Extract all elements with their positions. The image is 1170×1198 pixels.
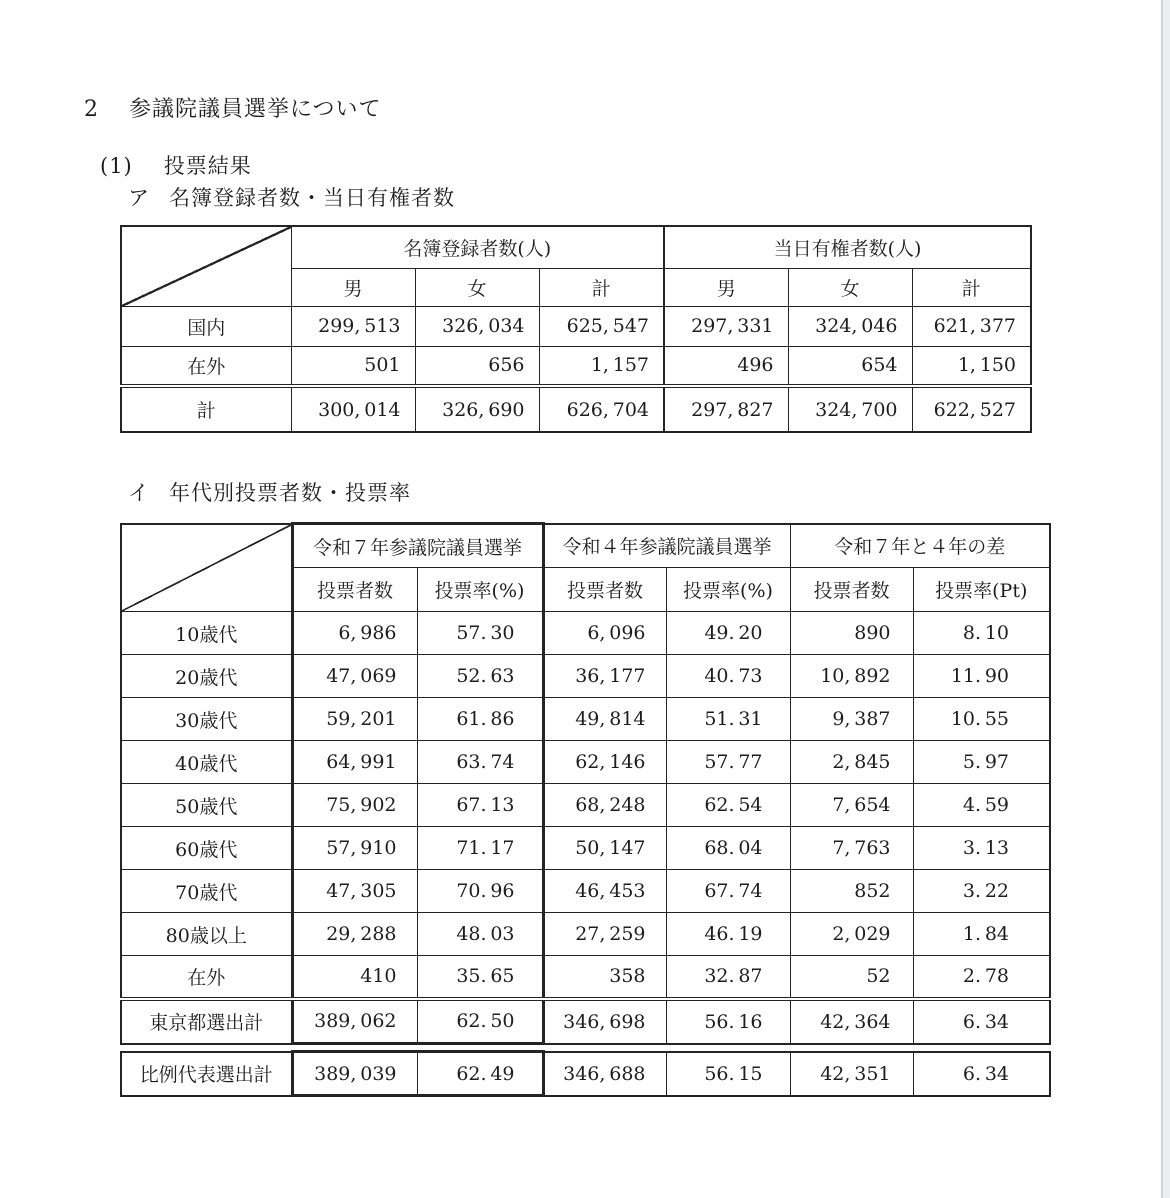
table-row xyxy=(121,913,1050,956)
value-cell: 621, 377 xyxy=(912,306,1031,346)
value-cell: 56. 15 xyxy=(666,1052,790,1096)
value-cell: 40. 73 xyxy=(666,655,790,698)
value-cell: 389, 039 xyxy=(292,1052,417,1096)
value-cell: 890 xyxy=(790,612,913,655)
value-cell: 62, 146 xyxy=(543,741,666,784)
value-cell: 6, 986 xyxy=(292,612,417,655)
value-cell: 59, 201 xyxy=(292,698,417,741)
value-cell: 47, 069 xyxy=(292,655,417,698)
value-cell: 6, 096 xyxy=(543,612,666,655)
value-cell: 346, 688 xyxy=(543,1052,666,1096)
value-cell: 52. 63 xyxy=(417,655,543,698)
value-cell: 10. 55 xyxy=(913,698,1050,741)
table-row xyxy=(121,346,1031,386)
value-cell: 32. 87 xyxy=(666,956,790,999)
row-label: 東京都選出計 xyxy=(121,999,292,1044)
value-cell: 42, 364 xyxy=(790,999,913,1044)
column-header: 投票率(Pt) xyxy=(913,568,1050,612)
total-row xyxy=(121,386,1031,432)
section-title: 参議院議員選挙について xyxy=(129,97,382,122)
value-cell: 11. 90 xyxy=(913,655,1050,698)
value-cell: 622, 527 xyxy=(912,386,1031,432)
proportional-total-row-table xyxy=(120,1050,1051,1097)
value-cell: 29, 288 xyxy=(292,913,417,956)
table-row xyxy=(121,612,1050,655)
table-row xyxy=(121,827,1050,870)
subsection-heading xyxy=(100,150,252,180)
total-row xyxy=(121,1052,1050,1096)
column-group-header: 名簿登録者数(人) xyxy=(291,226,664,268)
column-header: 計 xyxy=(912,268,1031,306)
column-group-header: 令和７年と４年の差 xyxy=(790,524,1050,568)
corner-cell-diagonal xyxy=(121,524,292,612)
value-cell: 52 xyxy=(790,956,913,999)
value-cell: 1, 157 xyxy=(539,346,664,386)
column-header: 投票者数 xyxy=(790,568,913,612)
column-header: 男 xyxy=(291,268,415,306)
column-group-header: 令和７年参議院議員選挙 xyxy=(292,524,543,568)
value-cell: 496 xyxy=(664,346,788,386)
column-header: 投票者数 xyxy=(292,568,417,612)
table-row xyxy=(121,741,1050,784)
value-cell: 75, 902 xyxy=(292,784,417,827)
table-row xyxy=(121,226,1031,268)
value-cell: 852 xyxy=(790,870,913,913)
table-row xyxy=(121,698,1050,741)
subsection-number: (1) xyxy=(100,154,133,178)
value-cell: 47, 305 xyxy=(292,870,417,913)
row-label: 50歳代 xyxy=(121,784,292,827)
total-row xyxy=(121,999,1050,1044)
section-heading xyxy=(84,92,382,123)
value-cell: 56. 16 xyxy=(666,999,790,1044)
column-header: 男 xyxy=(664,268,788,306)
value-cell: 67. 13 xyxy=(417,784,543,827)
row-label: 10歳代 xyxy=(121,612,292,655)
value-cell: 297, 331 xyxy=(664,306,788,346)
value-cell: 49. 20 xyxy=(666,612,790,655)
row-label: 30歳代 xyxy=(121,698,292,741)
value-cell: 324, 046 xyxy=(788,306,912,346)
value-cell: 51. 31 xyxy=(666,698,790,741)
table-row xyxy=(121,655,1050,698)
column-header: 投票者数 xyxy=(543,568,666,612)
value-cell: 7, 763 xyxy=(790,827,913,870)
row-label: 80歳以上 xyxy=(121,913,292,956)
value-cell: 68. 04 xyxy=(666,827,790,870)
value-cell: 57, 910 xyxy=(292,827,417,870)
value-cell: 297, 827 xyxy=(664,386,788,432)
value-cell: 62. 49 xyxy=(417,1052,543,1096)
value-cell: 57. 30 xyxy=(417,612,543,655)
value-cell: 656 xyxy=(415,346,539,386)
value-cell: 5. 97 xyxy=(913,741,1050,784)
value-cell: 299, 513 xyxy=(291,306,415,346)
value-cell: 8. 10 xyxy=(913,612,1050,655)
value-cell: 10, 892 xyxy=(790,655,913,698)
value-cell: 326, 690 xyxy=(415,386,539,432)
value-cell: 46, 453 xyxy=(543,870,666,913)
value-cell: 46. 19 xyxy=(666,913,790,956)
value-cell: 67. 74 xyxy=(666,870,790,913)
value-cell: 7, 654 xyxy=(790,784,913,827)
value-cell: 1. 84 xyxy=(913,913,1050,956)
value-cell: 626, 704 xyxy=(539,386,664,432)
value-cell: 1, 150 xyxy=(912,346,1031,386)
value-cell: 70. 96 xyxy=(417,870,543,913)
value-cell: 3. 22 xyxy=(913,870,1050,913)
value-cell: 4. 59 xyxy=(913,784,1050,827)
row-label: 70歳代 xyxy=(121,870,292,913)
row-label: 比例代表選出計 xyxy=(121,1052,292,1096)
value-cell: 300, 014 xyxy=(291,386,415,432)
value-cell: 50, 147 xyxy=(543,827,666,870)
table-a-title: 名簿登録者数・当日有権者数 xyxy=(169,186,455,210)
table-b-heading xyxy=(128,477,411,507)
value-cell: 64, 991 xyxy=(292,741,417,784)
value-cell: 42, 351 xyxy=(790,1052,913,1096)
value-cell: 62. 54 xyxy=(666,784,790,827)
value-cell: 625, 547 xyxy=(539,306,664,346)
value-cell: 36, 177 xyxy=(543,655,666,698)
value-cell: 389, 062 xyxy=(292,999,417,1044)
column-header: 女 xyxy=(788,268,912,306)
row-label: 国内 xyxy=(121,306,291,346)
row-label: 在外 xyxy=(121,956,292,999)
value-cell: 6. 34 xyxy=(913,999,1050,1044)
value-cell: 2, 845 xyxy=(790,741,913,784)
value-cell: 501 xyxy=(291,346,415,386)
row-label: 20歳代 xyxy=(121,655,292,698)
value-cell: 71. 17 xyxy=(417,827,543,870)
value-cell: 48. 03 xyxy=(417,913,543,956)
value-cell: 2. 78 xyxy=(913,956,1050,999)
page-edge-gutter xyxy=(1161,0,1170,1198)
column-header: 女 xyxy=(415,268,539,306)
subsection-title: 投票結果 xyxy=(163,154,252,178)
column-header: 投票率(%) xyxy=(417,568,543,612)
value-cell: 358 xyxy=(543,956,666,999)
value-cell: 27, 259 xyxy=(543,913,666,956)
row-label: 在外 xyxy=(121,346,291,386)
table-a-label: ア xyxy=(128,186,150,210)
section-number: 2 xyxy=(84,97,99,122)
row-label: 60歳代 xyxy=(121,827,292,870)
column-group-header: 令和４年参議院議員選挙 xyxy=(543,524,790,568)
value-cell: 63. 74 xyxy=(417,741,543,784)
row-label: 40歳代 xyxy=(121,741,292,784)
corner-cell-diagonal xyxy=(121,226,291,306)
column-header: 計 xyxy=(539,268,664,306)
table-row xyxy=(121,784,1050,827)
value-cell: 61. 86 xyxy=(417,698,543,741)
table-row xyxy=(121,956,1050,999)
value-cell: 2, 029 xyxy=(790,913,913,956)
value-cell: 654 xyxy=(788,346,912,386)
value-cell: 68, 248 xyxy=(543,784,666,827)
turnout-by-age-table xyxy=(120,522,1051,1045)
value-cell: 326, 034 xyxy=(415,306,539,346)
value-cell: 346, 698 xyxy=(543,999,666,1044)
table-a-heading xyxy=(128,182,455,212)
table-b-title: 年代別投票者数・投票率 xyxy=(169,481,411,505)
column-group-header: 当日有権者数(人) xyxy=(664,226,1031,268)
value-cell: 35. 65 xyxy=(417,956,543,999)
column-header: 投票率(%) xyxy=(666,568,790,612)
row-label: 計 xyxy=(121,386,291,432)
value-cell: 62. 50 xyxy=(417,999,543,1044)
value-cell: 49, 814 xyxy=(543,698,666,741)
table-b-label: イ xyxy=(128,481,150,505)
value-cell: 410 xyxy=(292,956,417,999)
table-row xyxy=(121,306,1031,346)
table-row xyxy=(121,524,1050,568)
value-cell: 3. 13 xyxy=(913,827,1050,870)
table-row xyxy=(121,870,1050,913)
value-cell: 324, 700 xyxy=(788,386,912,432)
registered-voters-table xyxy=(120,225,1032,433)
value-cell: 9, 387 xyxy=(790,698,913,741)
value-cell: 57. 77 xyxy=(666,741,790,784)
value-cell: 6. 34 xyxy=(913,1052,1050,1096)
